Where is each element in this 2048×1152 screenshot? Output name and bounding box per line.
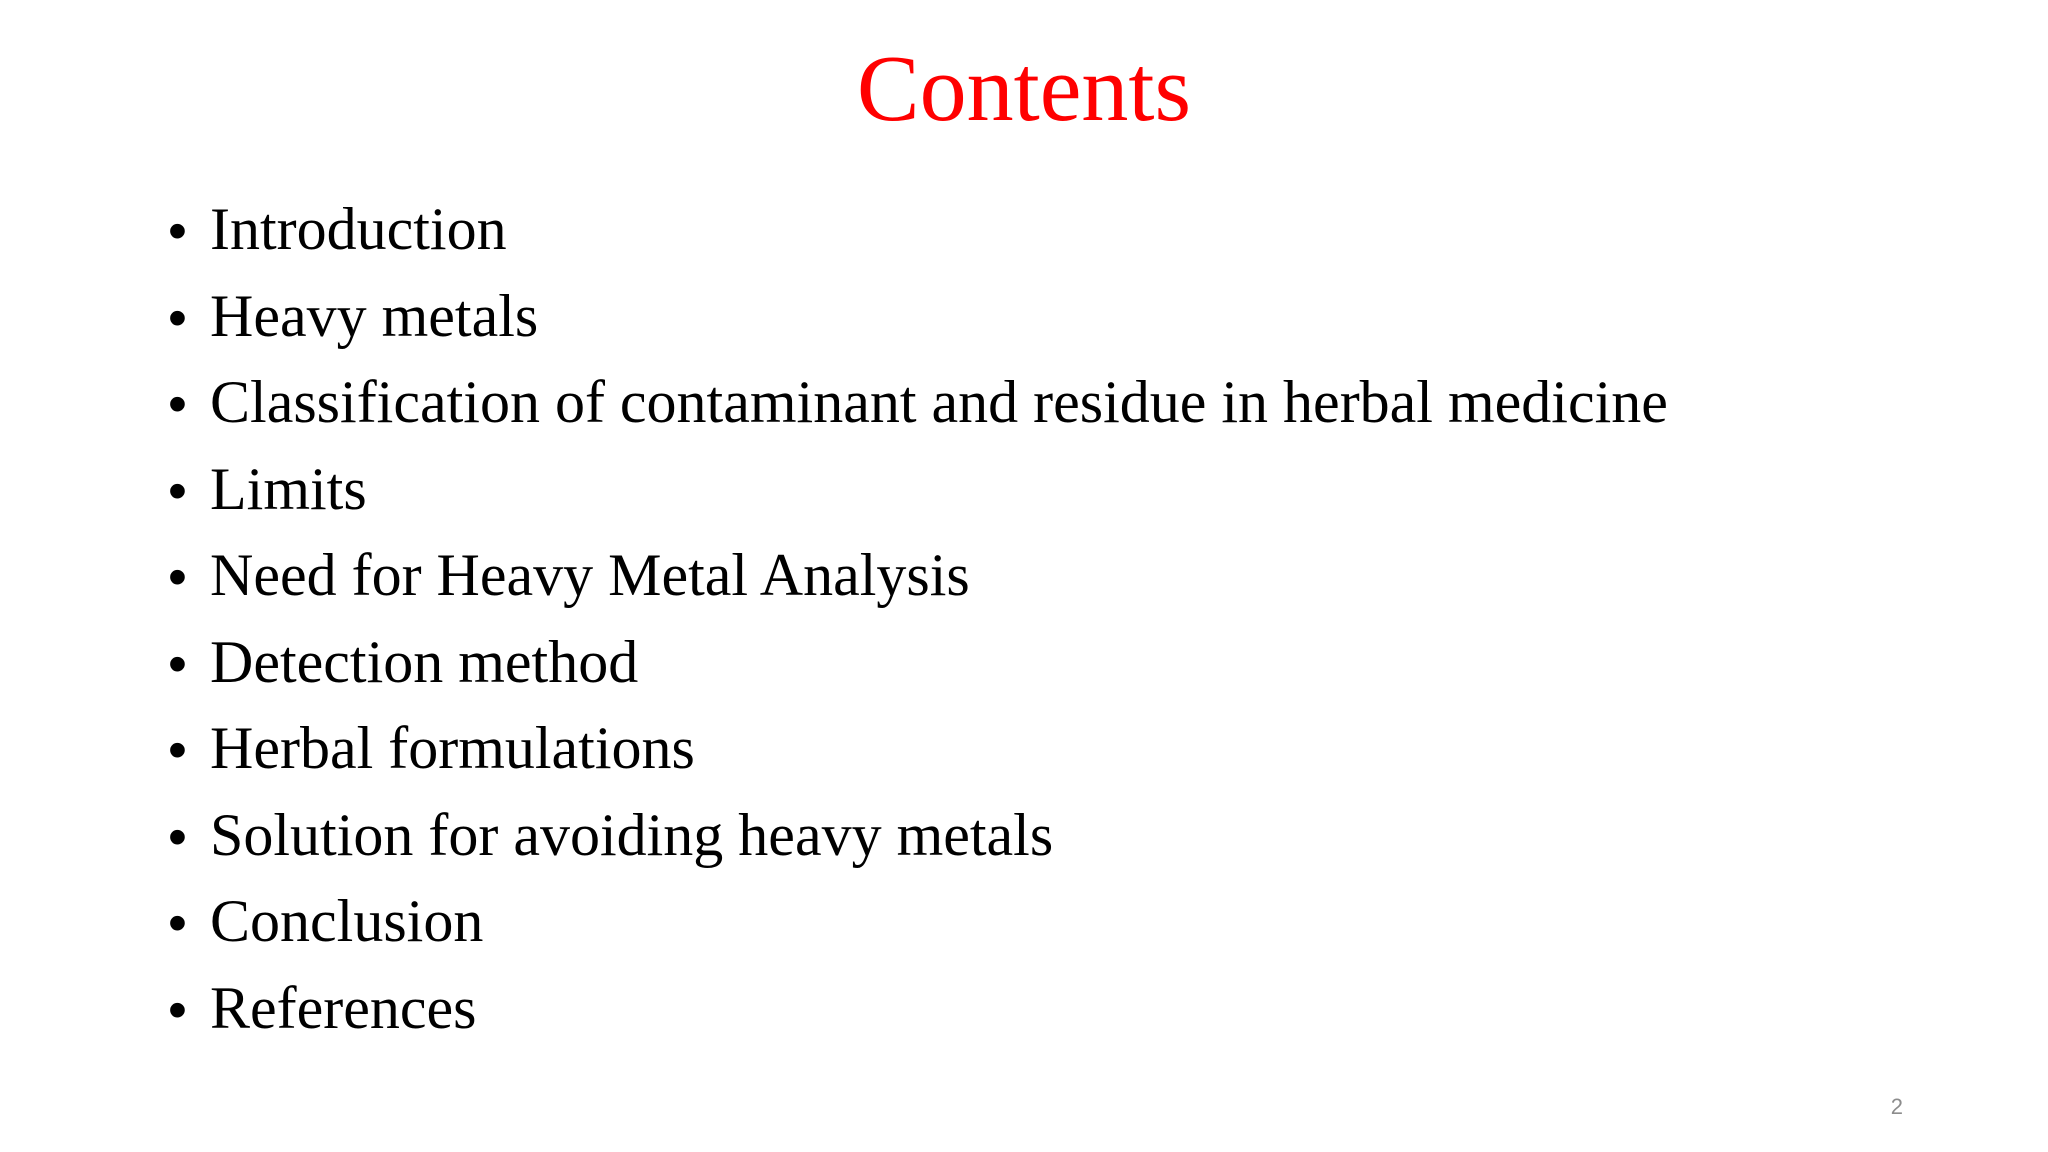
- contents-item-label: Solution for avoiding heavy metals: [210, 801, 1054, 868]
- bullet-icon: •: [168, 633, 187, 694]
- bullet-icon: •: [168, 806, 187, 867]
- contents-item-limits: [168, 446, 1968, 533]
- contents-item-classification: [168, 359, 1968, 446]
- bullet-icon: •: [168, 547, 187, 607]
- bullet-icon: •: [168, 720, 187, 780]
- contents-item-label: Need for Heavy Metal Analysis: [210, 542, 970, 608]
- contents-item-heavy-metals: [168, 273, 1968, 360]
- contents-item-label: References: [210, 974, 477, 1041]
- bullet-icon: •: [168, 460, 187, 521]
- contents-item-label: Detection method: [210, 628, 639, 695]
- contents-item-introduction: [168, 186, 1968, 273]
- contents-item-detection-method: [168, 619, 1968, 706]
- contents-item-label: Classification of contaminant and residue in herbal medicine: [210, 369, 1668, 435]
- contents-item-solution: [168, 792, 1968, 879]
- contents-item-label: Introduction: [210, 196, 507, 262]
- contents-item-label: Heavy metals: [210, 282, 539, 349]
- contents-item-conclusion: [168, 878, 1968, 965]
- contents-item-label: Herbal formulations: [210, 715, 695, 781]
- contents-item-herbal-formulations: [168, 705, 1968, 792]
- bullet-icon: •: [168, 201, 187, 261]
- slide-page-number: 2: [1890, 1094, 1903, 1119]
- bullet-icon: •: [168, 979, 187, 1040]
- contents-item-need-for-analysis: [168, 532, 1968, 619]
- bullet-icon: •: [168, 374, 187, 434]
- contents-list: [168, 186, 1968, 1051]
- slide-title: Contents: [856, 37, 1192, 141]
- bullet-icon: •: [168, 893, 187, 953]
- contents-item-references: [168, 965, 1968, 1052]
- bullet-icon: •: [168, 287, 187, 348]
- contents-item-label: Limits: [210, 455, 367, 522]
- contents-item-label: Conclusion: [210, 888, 484, 954]
